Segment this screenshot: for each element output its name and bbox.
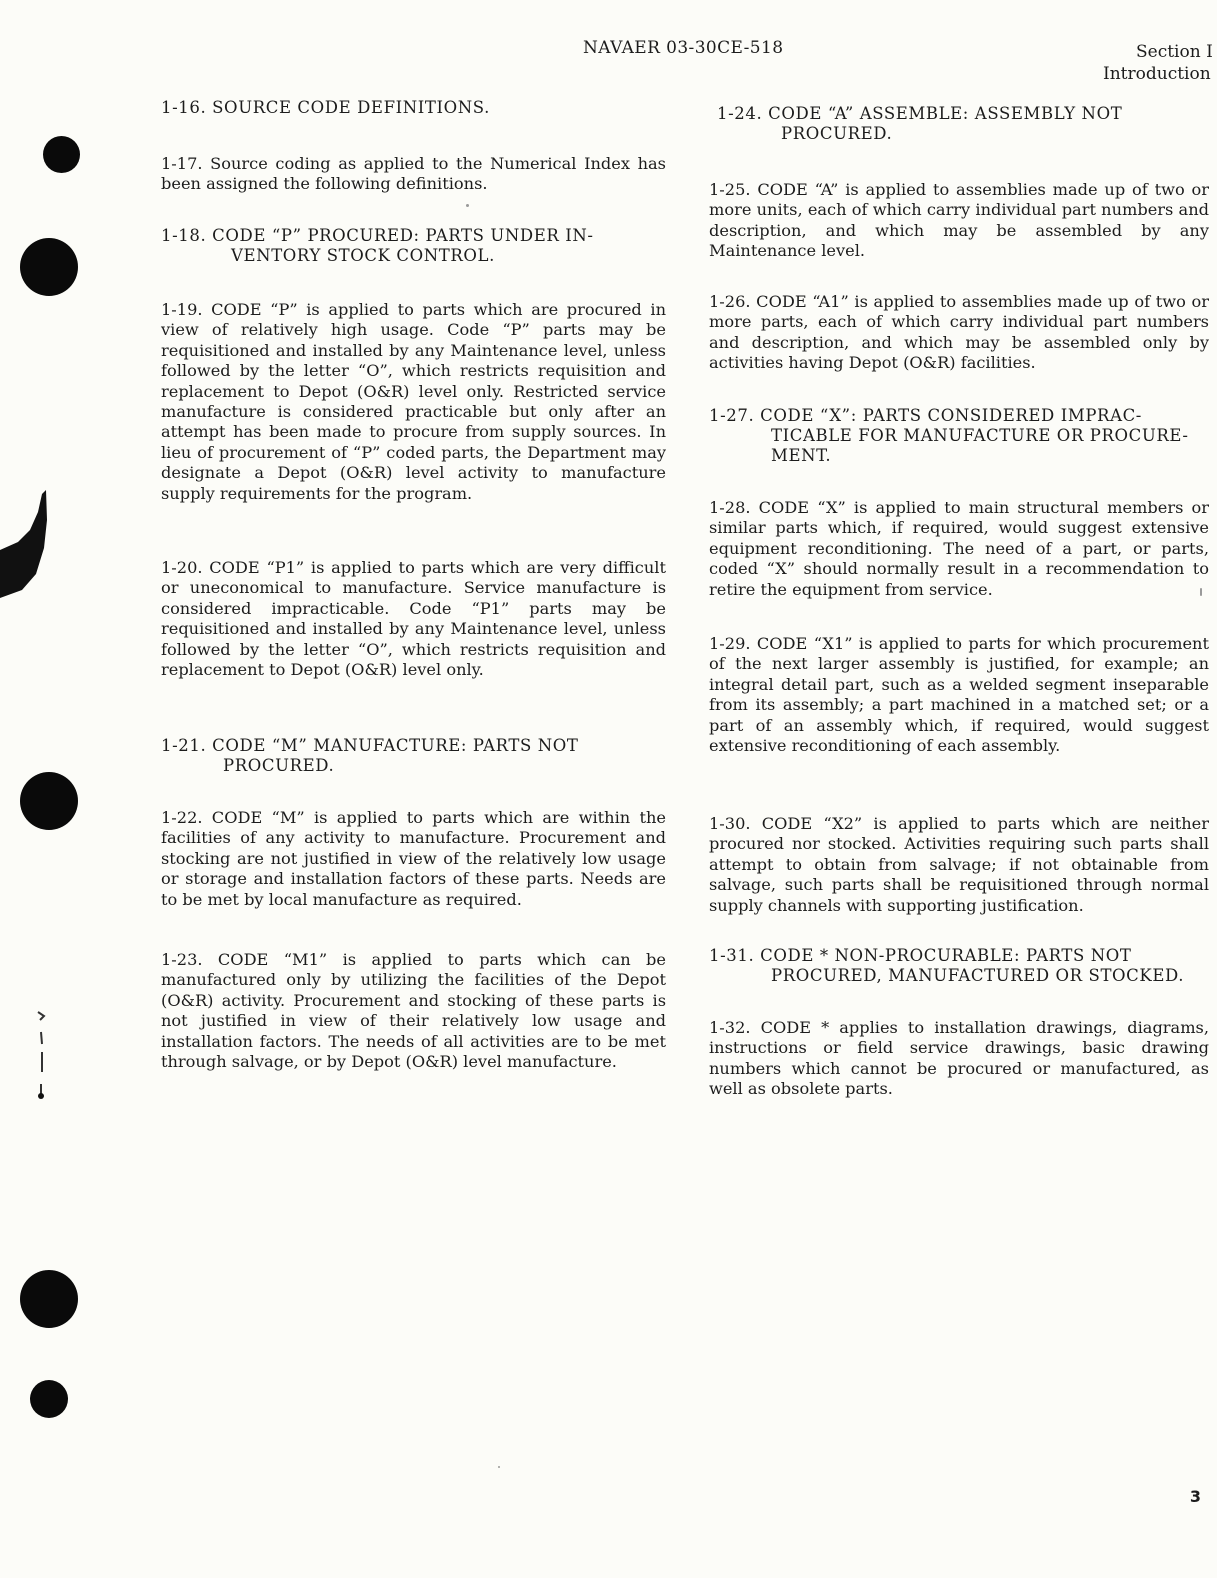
- heading-line: MENT.: [771, 446, 832, 465]
- paragraph-1-19: 1-19. CODE “P” is applied to parts which are procured in view of relatively high usage. Code “P” parts may be requisitioned and installed by any Maintenance level, unless followed by the letter “O”, which restricts requisition and replacement to Depot (O&R) level only. Restricted service manufacture is considered practicable but only after an attempt has been made to procure from supply sources. In lieu of procurement of “P” coded parts, the Department may designate a Depot (O&R) level activity to manufacture supply requirements for the program.: [161, 300, 666, 503]
- heading-line: PROCURED.: [223, 756, 335, 775]
- heading-line: PROCURED, MANUFACTURED OR STOCKED.: [771, 966, 1185, 985]
- paragraph-1-23: 1-23. CODE “M1” is applied to parts which can be manufactured only by utilizing the facilities of the Depot (O&R) activity. Procurement and stocking of these parts is not justified in view of their relatively low usage and installation factors. The needs of all activities are to be met through salvage, or by Depot (O&R) level manufacture.: [161, 950, 666, 1072]
- punch-hole: [20, 1270, 78, 1328]
- heading-line: 1-31. CODE * NON-PROCURABLE: PARTS NOT: [709, 946, 1132, 965]
- heading-1-16: 1-16. SOURCE CODE DEFINITIONS.: [161, 98, 490, 117]
- document-number: NAVAER 03-30CE-518: [583, 38, 784, 58]
- heading-1-31: [709, 946, 1209, 986]
- paragraph-1-20: 1-20. CODE “P1” is applied to parts which are very difficult or uneconomical to manufacture. Service manufacture is considered impracticable. Code “P1” parts may be requisitioned and installed by any Maintenance level, unless followed by the letter “O”, which restricts requisition and replacement to Depot (O&R) level only.: [161, 558, 666, 680]
- section-label: Section I: [1136, 42, 1213, 62]
- paragraph-1-25: 1-25. CODE “A” is applied to assemblies made up of two or more units, each of which carry individual part numbers and description, and which may be assembled by any Maintenance level.: [709, 180, 1209, 261]
- punch-hole: [43, 136, 80, 173]
- binding-edge-mark: [0, 490, 60, 600]
- heading-1-21: [161, 736, 666, 776]
- heading-line: 1-27. CODE “X”: PARTS CONSIDERED IMPRAC-: [709, 406, 1142, 425]
- punch-hole: [20, 238, 78, 296]
- heading-line: VENTORY STOCK CONTROL.: [231, 246, 495, 265]
- paragraph-1-29: 1-29. CODE “X1” is applied to parts for which procurement of the next larger assembly is justified, for example; an integral detail part, such as a welded segment inseparable from its assembly; a part machined in a matched set; or a part of an assembly which, if required, would suggest extensive reconditioning of each assembly.: [709, 634, 1209, 756]
- heading-line: PROCURED.: [781, 124, 893, 143]
- scan-speck: [498, 1466, 500, 1468]
- section-title: Introduction: [1103, 64, 1211, 84]
- heading-line: 1-21. CODE “M” MANUFACTURE: PARTS NOT: [161, 736, 579, 755]
- paragraph-1-32: 1-32. CODE * applies to installation drawings, diagrams, instructions or field service drawings, basic drawing numbers which cannot be procured or manufactured, as well as obsolete parts.: [709, 1018, 1209, 1099]
- scan-speck: [1200, 588, 1202, 596]
- paragraph-1-30: 1-30. CODE “X2” is applied to parts which are neither procured nor stocked. Activities requiring such parts shall attempt to obtain from salvage; if not obtainable from salvage, such parts shall be requisitioned through normal supply channels with supporting justification.: [709, 814, 1209, 915]
- punch-hole: [20, 772, 78, 830]
- scan-speck: [466, 204, 469, 207]
- heading-line: TICABLE FOR MANUFACTURE OR PROCURE-: [771, 426, 1189, 445]
- paragraph-1-22: 1-22. CODE “M” is applied to parts which are within the facilities of any activity to manufacture. Procurement and stocking are not justified in view of the relatively low usage or storage and installation factors of these parts. Needs are to be met by local manufacture as required.: [161, 808, 666, 909]
- paragraph-1-28: 1-28. CODE “X” is applied to main structural members or similar parts which, if required, would suggest extensive equipment reconditioning. The need of a part, or parts, coded “X” should normally result in a recommendation to retire the equipment from service.: [709, 498, 1209, 599]
- heading-line: 1-18. CODE “P” PROCURED: PARTS UNDER IN-: [161, 226, 594, 245]
- heading-1-18: [161, 226, 666, 266]
- page-number: 3: [1189, 1487, 1201, 1506]
- heading-1-27: [709, 406, 1209, 466]
- paragraph-1-26: 1-26. CODE “A1” is applied to assemblies made up of two or more parts, each of which carry individual part numbers and description, and which may be assembled only by activities having Depot (O&R) facilities.: [709, 292, 1209, 373]
- heading-1-24: [709, 104, 1209, 144]
- binding-edge-mark: [32, 1010, 52, 1100]
- heading-line: 1-24. CODE “A” ASSEMBLE: ASSEMBLY NOT: [717, 104, 1123, 123]
- punch-hole: [30, 1380, 68, 1418]
- paragraph-1-17: 1-17. Source coding as applied to the Numerical Index has been assigned the following definitions.: [161, 154, 666, 194]
